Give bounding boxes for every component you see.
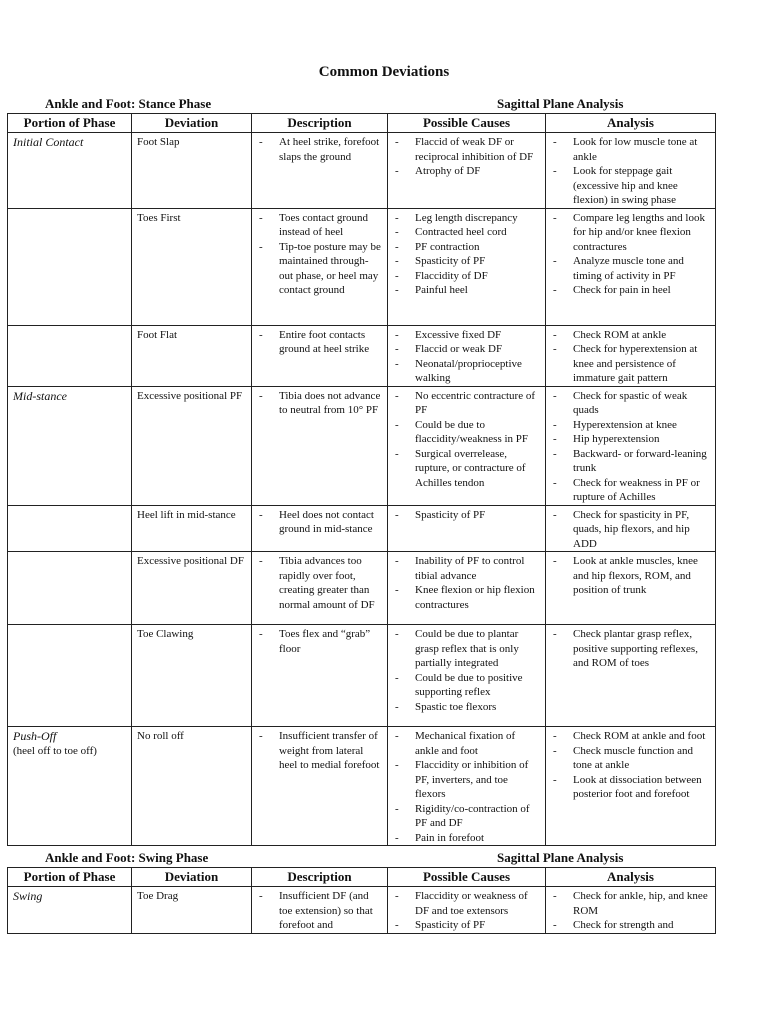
dash-list bbox=[393, 135, 540, 179]
phase-name: Initial Contact bbox=[13, 135, 84, 149]
dash-list bbox=[393, 389, 540, 491]
dash-list bbox=[551, 889, 710, 933]
table-body bbox=[8, 133, 716, 846]
causes-cell bbox=[388, 386, 546, 505]
causes-cell bbox=[388, 727, 546, 846]
dash-list bbox=[257, 135, 382, 164]
phase-cell bbox=[8, 386, 132, 505]
table-row bbox=[8, 386, 716, 505]
list-item: - Spasticity of PF bbox=[415, 254, 540, 269]
list-item: - Analyze muscle tone and timing of activity in PF bbox=[573, 254, 710, 283]
table-body bbox=[8, 887, 716, 934]
list-item: - Entire foot contacts ground at heel strike bbox=[279, 328, 382, 357]
phase-cell bbox=[8, 133, 132, 209]
dash-list bbox=[551, 554, 710, 598]
causes-cell bbox=[388, 133, 546, 209]
swing-deviation-table bbox=[7, 867, 716, 934]
list-item: - Look for low muscle tone at ankle bbox=[573, 135, 710, 164]
list-item: - No eccentric contracture of PF bbox=[415, 389, 540, 418]
causes-cell bbox=[388, 325, 546, 386]
deviation-cell: No roll off bbox=[132, 727, 252, 846]
dash-list bbox=[551, 389, 710, 505]
list-item: - Check for ankle, hip, and knee ROM bbox=[573, 889, 710, 918]
table-header-row bbox=[8, 868, 716, 887]
list-item: - Spastic toe flexors bbox=[415, 700, 540, 715]
causes-cell bbox=[388, 552, 546, 625]
list-item: - Could be due to flaccidity/weakness in PF bbox=[415, 418, 540, 447]
dash-list bbox=[393, 889, 540, 933]
dash-list bbox=[393, 211, 540, 298]
list-item: - Hip hyperextension bbox=[573, 432, 710, 447]
table-row bbox=[8, 552, 716, 625]
deviation-cell: Excessive positional PF bbox=[132, 386, 252, 505]
table-row bbox=[8, 133, 716, 209]
dash-list bbox=[551, 508, 710, 552]
list-item: - Look for steppage gait (excessive hip and knee flexion) in swing phase bbox=[573, 164, 710, 208]
section-title: Ankle and Foot: Stance Phase bbox=[45, 96, 212, 111]
list-item: - Contracted heel cord bbox=[415, 225, 540, 240]
causes-cell bbox=[388, 505, 546, 552]
analysis-cell bbox=[546, 552, 716, 625]
list-item: - Check for strength and bbox=[573, 918, 710, 933]
causes-cell bbox=[388, 625, 546, 727]
list-item: - Toes flex and “grab” floor bbox=[279, 627, 382, 656]
list-item: - Check plantar grasp reflex, positive supporting reflexes, and ROM of toes bbox=[573, 627, 710, 671]
phase-cell bbox=[8, 552, 132, 625]
deviation-cell: Excessive positional DF bbox=[132, 552, 252, 625]
section-title: Ankle and Foot: Swing Phase bbox=[45, 850, 209, 865]
section-subtitle: Sagittal Plane Analysis bbox=[497, 850, 624, 865]
phase-subtitle: (heel off to toe off) bbox=[13, 744, 97, 757]
dash-list bbox=[257, 554, 382, 612]
stance-deviation-table bbox=[7, 113, 716, 846]
list-item: - Check for weakness in PF or rupture of Achilles bbox=[573, 476, 710, 505]
phase-name: Mid-stance bbox=[13, 388, 67, 403]
analysis-cell bbox=[546, 208, 716, 325]
list-item: - Flaccidity or inhibition of PF, inverters, and toe flexors bbox=[415, 758, 540, 802]
dash-list bbox=[393, 729, 540, 845]
list-item: - Could be due to plantar grasp reflex that is only partially integrated bbox=[415, 627, 540, 671]
analysis-cell bbox=[546, 727, 716, 846]
description-cell bbox=[252, 727, 388, 846]
analysis-cell bbox=[546, 625, 716, 727]
phase-name: Push-Off bbox=[13, 729, 57, 743]
deviation-cell: Foot Flat bbox=[132, 325, 252, 386]
description-cell bbox=[252, 625, 388, 727]
section-subtitle: Sagittal Plane Analysis bbox=[497, 96, 624, 111]
column-header: Deviation bbox=[132, 868, 252, 887]
column-header: Possible Causes bbox=[388, 114, 546, 133]
phase-cell bbox=[8, 625, 132, 727]
analysis-cell bbox=[546, 325, 716, 386]
table-header-row bbox=[8, 114, 716, 133]
list-item: - Neonatal/proprioceptive walking bbox=[415, 357, 540, 386]
dash-list bbox=[257, 627, 382, 656]
list-item: - Backward- or forward-leaning trunk bbox=[573, 447, 710, 476]
column-header: Portion of Phase bbox=[8, 114, 132, 133]
list-item: - Compare leg lengths and look for hip and/or knee flexion contractures bbox=[573, 211, 710, 255]
list-item: - Heel does not contact ground in mid-stance bbox=[279, 508, 382, 537]
stance-phase-section bbox=[7, 95, 715, 846]
list-item: - Toes contact ground instead of heel bbox=[279, 211, 382, 240]
section-heading bbox=[7, 95, 715, 113]
list-item: - Flaccid or weak DF bbox=[415, 342, 540, 357]
list-item: - Check for spastic of weak quads bbox=[573, 389, 710, 418]
phase-cell bbox=[8, 727, 132, 846]
description-cell bbox=[252, 133, 388, 209]
list-item: - Pain in forefoot bbox=[415, 831, 540, 846]
list-item: - Check for hyperextension at knee and persistence of immature gait pattern bbox=[573, 342, 710, 386]
phase-cell bbox=[8, 208, 132, 325]
list-item: - Insufficient transfer of weight from lateral heel to medial forefoot bbox=[279, 729, 382, 773]
list-item: - Check ROM at ankle bbox=[573, 328, 710, 343]
dash-list bbox=[551, 135, 710, 208]
list-item: - Atrophy of DF bbox=[415, 164, 540, 179]
list-item: - Could be due to positive supporting reflex bbox=[415, 671, 540, 700]
table-row bbox=[8, 325, 716, 386]
dash-list bbox=[393, 627, 540, 714]
dash-list bbox=[393, 328, 540, 386]
description-cell bbox=[252, 325, 388, 386]
phase-cell bbox=[8, 325, 132, 386]
description-cell bbox=[252, 552, 388, 625]
analysis-cell bbox=[546, 505, 716, 552]
list-item: - Flaccidity of DF bbox=[415, 269, 540, 284]
phase-name: Swing bbox=[13, 889, 43, 903]
column-header: Portion of Phase bbox=[8, 868, 132, 887]
causes-cell bbox=[388, 887, 546, 934]
column-header: Description bbox=[252, 868, 388, 887]
dash-list bbox=[257, 211, 382, 298]
list-item: - Look at ankle muscles, knee and hip flexors, ROM, and position of trunk bbox=[573, 554, 710, 598]
column-header: Analysis bbox=[546, 868, 716, 887]
deviation-cell: Toe Clawing bbox=[132, 625, 252, 727]
list-item: - Check for spasticity in PF, quads, hip flexors, and hip ADD bbox=[573, 508, 710, 552]
deviation-cell: Toes First bbox=[132, 208, 252, 325]
list-item: - Mechanical fixation of ankle and foot bbox=[415, 729, 540, 758]
list-item: - Surgical overrelease, rupture, or contracture of Achilles tendon bbox=[415, 447, 540, 491]
causes-cell bbox=[388, 208, 546, 325]
column-header: Deviation bbox=[132, 114, 252, 133]
list-item: - At heel strike, forefoot slaps the ground bbox=[279, 135, 382, 164]
column-header: Analysis bbox=[546, 114, 716, 133]
dash-list bbox=[257, 328, 382, 357]
dash-list bbox=[393, 508, 540, 523]
table-row bbox=[8, 505, 716, 552]
table-row bbox=[8, 625, 716, 727]
list-item: - Check for pain in heel bbox=[573, 283, 710, 298]
table-row bbox=[8, 727, 716, 846]
analysis-cell bbox=[546, 133, 716, 209]
list-item: - Inability of PF to control tibial advance bbox=[415, 554, 540, 583]
section-heading bbox=[7, 849, 715, 867]
dash-list bbox=[257, 389, 382, 418]
list-item: - Tip-toe posture may be maintained through-out phase, or heel may contact ground bbox=[279, 240, 382, 298]
list-item: - Excessive fixed DF bbox=[415, 328, 540, 343]
list-item: - Flaccidity or weakness of DF and toe extensors bbox=[415, 889, 540, 918]
table-row bbox=[8, 208, 716, 325]
deviation-cell: Toe Drag bbox=[132, 887, 252, 934]
list-item: - Check ROM at ankle and foot bbox=[573, 729, 710, 744]
description-cell bbox=[252, 505, 388, 552]
column-header: Description bbox=[252, 114, 388, 133]
list-item: - Insufficient DF (and toe extension) so that forefoot and bbox=[279, 889, 382, 933]
table-row bbox=[8, 887, 716, 934]
list-item: - Spasticity of PF bbox=[415, 508, 540, 523]
deviation-cell: Foot Slap bbox=[132, 133, 252, 209]
list-item: - Hyperextension at knee bbox=[573, 418, 710, 433]
list-item: - Painful heel bbox=[415, 283, 540, 298]
dash-list bbox=[393, 554, 540, 612]
analysis-cell bbox=[546, 386, 716, 505]
phase-cell bbox=[8, 887, 132, 934]
analysis-cell bbox=[546, 887, 716, 934]
list-item: - Rigidity/co-contraction of PF and DF bbox=[415, 802, 540, 831]
list-item: - Tibia advances too rapidly over foot, creating greater than normal amount of DF bbox=[279, 554, 382, 612]
list-item: - Check muscle function and tone at ankle bbox=[573, 744, 710, 773]
deviation-cell: Heel lift in mid-stance bbox=[132, 505, 252, 552]
list-item: - Leg length discrepancy bbox=[415, 211, 540, 226]
swing-phase-section bbox=[7, 849, 715, 934]
dash-list bbox=[551, 627, 710, 671]
description-cell bbox=[252, 887, 388, 934]
dash-list bbox=[257, 889, 382, 933]
dash-list bbox=[551, 729, 710, 802]
description-cell bbox=[252, 386, 388, 505]
list-item: - PF contraction bbox=[415, 240, 540, 255]
description-cell bbox=[252, 208, 388, 325]
list-item: - Spasticity of PF bbox=[415, 918, 540, 933]
list-item: - Tibia does not advance to neutral from 10° PF bbox=[279, 389, 382, 418]
list-item: - Look at dissociation between posterior foot and forefoot bbox=[573, 773, 710, 802]
column-header: Possible Causes bbox=[388, 868, 546, 887]
phase-cell bbox=[8, 505, 132, 552]
list-item: - Flaccid of weak DF or reciprocal inhibition of DF bbox=[415, 135, 540, 164]
dash-list bbox=[551, 328, 710, 386]
dash-list bbox=[551, 211, 710, 298]
dash-list bbox=[257, 508, 382, 537]
dash-list bbox=[257, 729, 382, 773]
page-title: Common Deviations bbox=[318, 64, 450, 80]
list-item: - Knee flexion or hip flexion contractures bbox=[415, 583, 540, 612]
